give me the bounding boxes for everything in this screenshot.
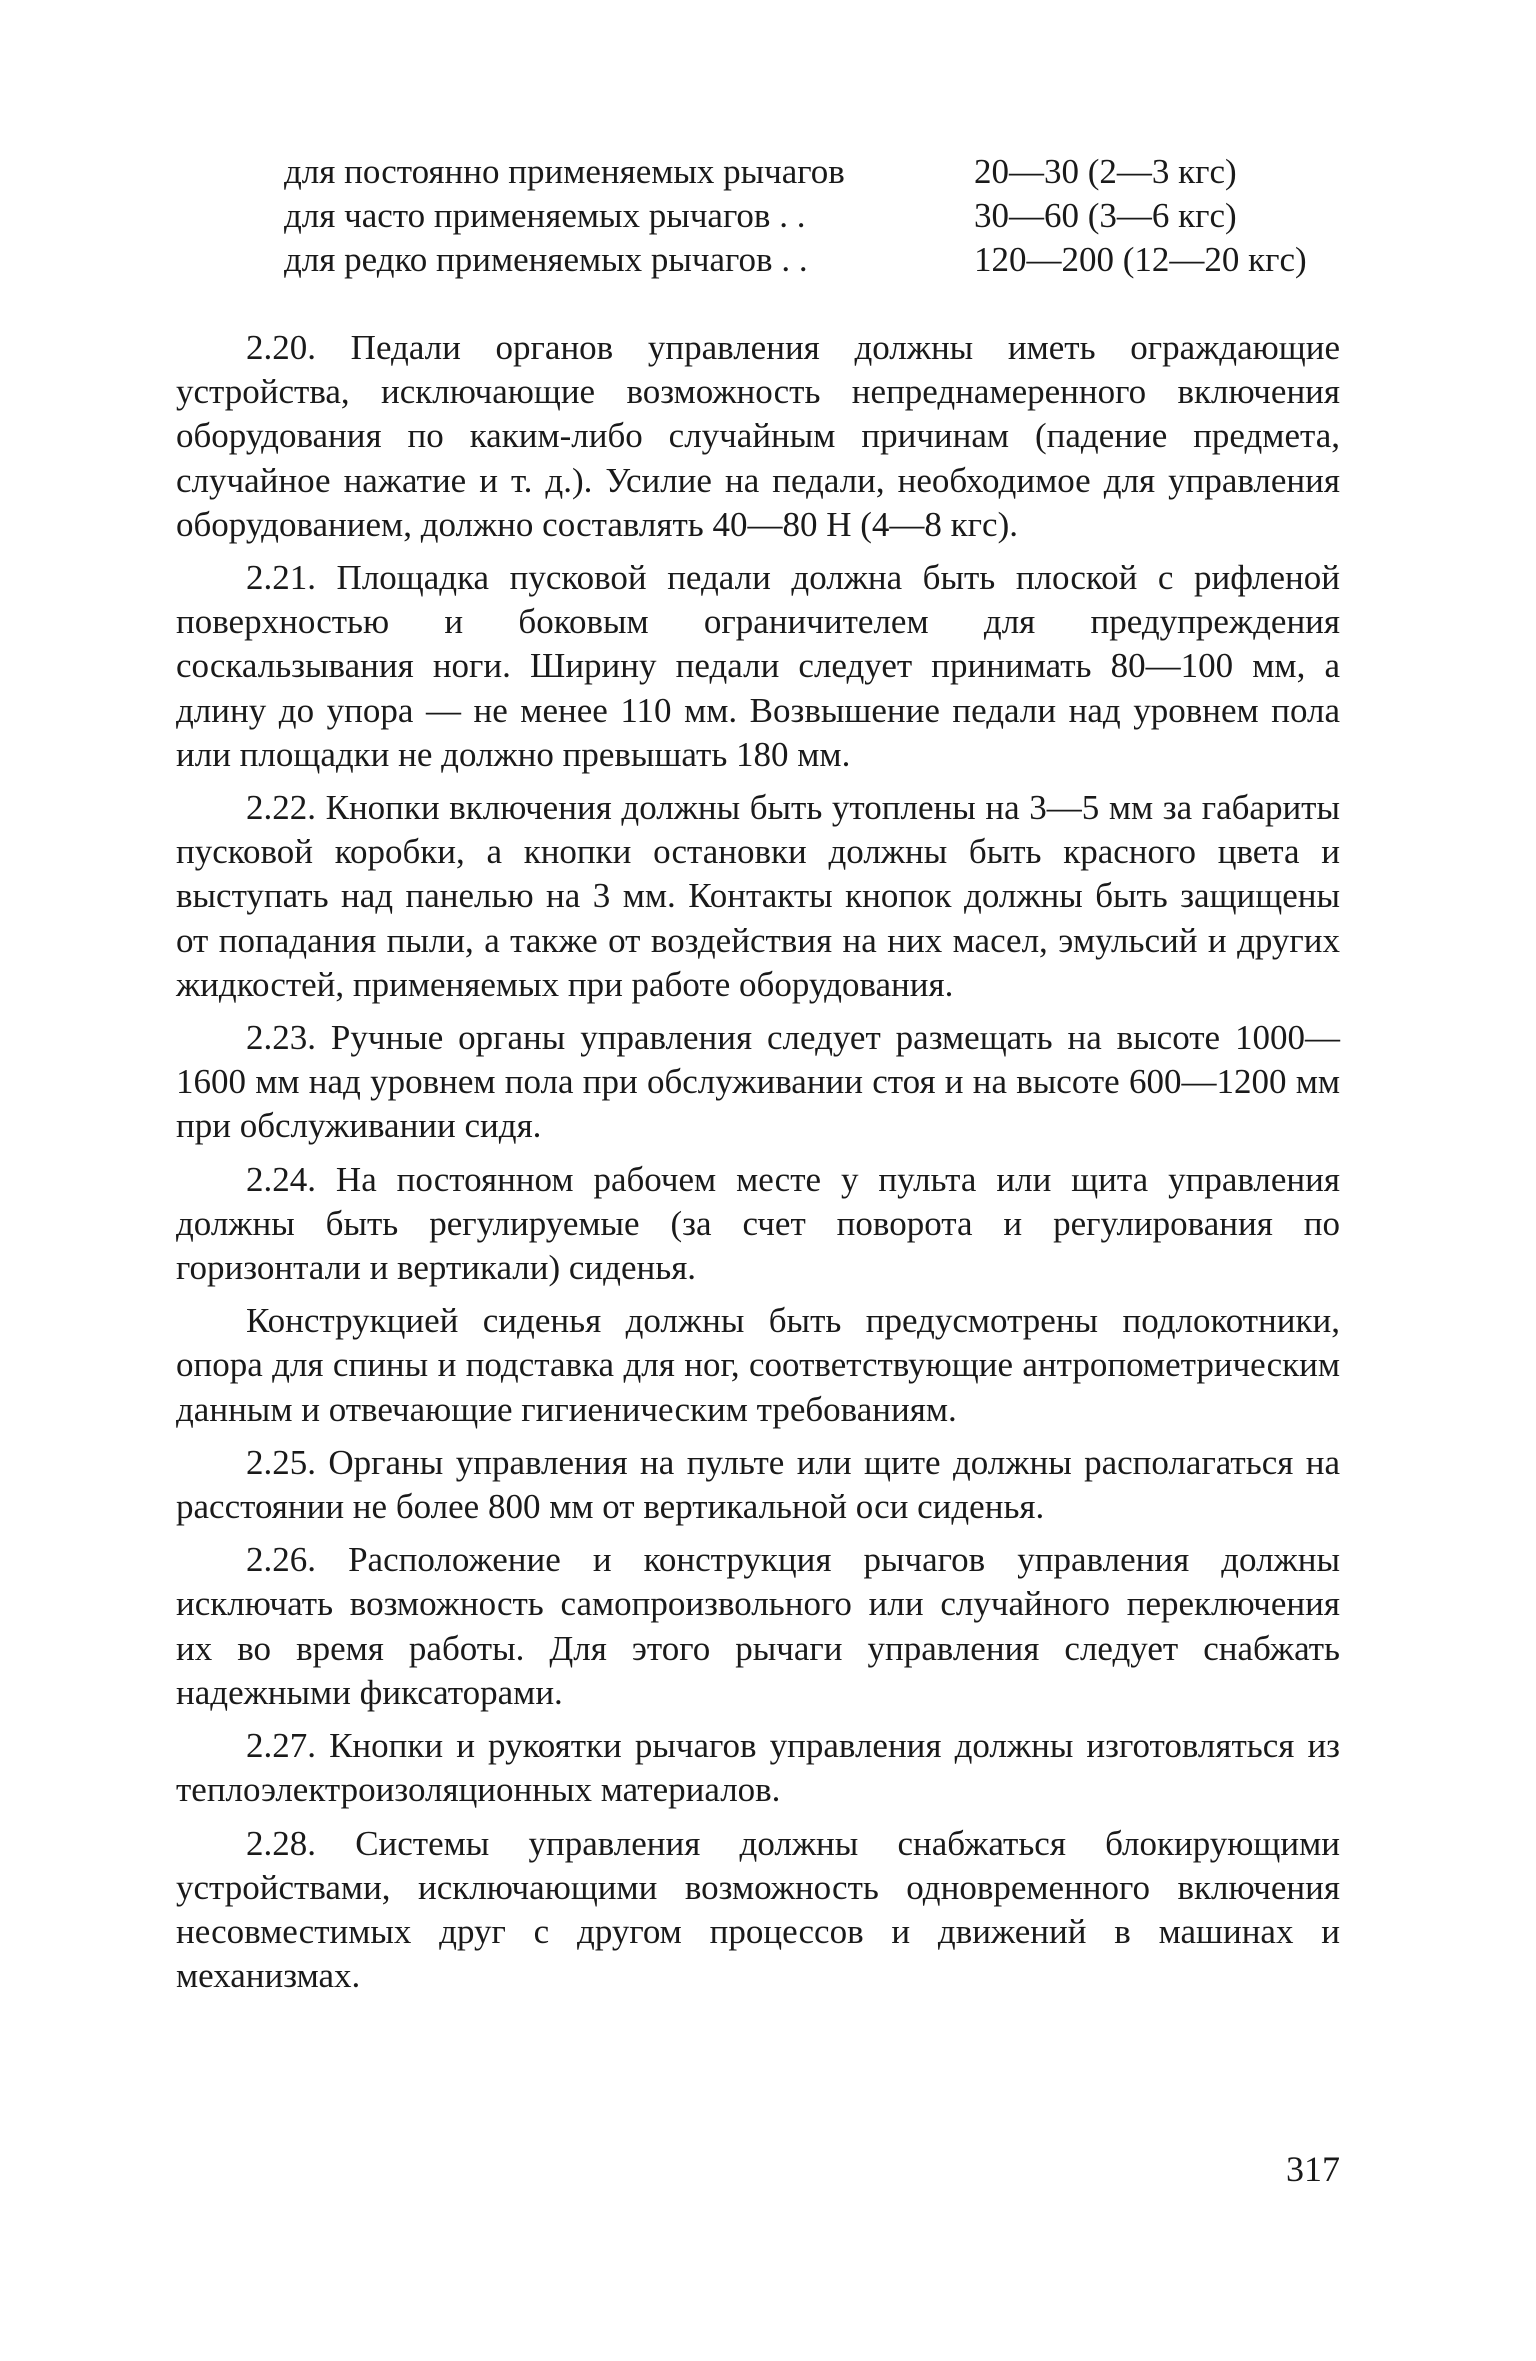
page-number: 317	[1286, 2149, 1340, 2189]
table-row-label: для редко применяемых рычагов . .	[284, 240, 808, 279]
table-row-value: 20—30 (2—3 кгс)	[974, 152, 1237, 191]
table-row	[284, 194, 1344, 238]
paragraph-2-24-seat: Конструкцией сиденья должны быть предусмотрены подлокотники, опора для спины и подставка для ног, соответствующие антропометрическим данным и отвечающие гигиеническим требованиям.	[176, 1301, 1340, 1429]
table-row-label: для часто применяемых рычагов . .	[284, 196, 806, 235]
paragraph-2-25: 2.25. Органы управления на пульте или щите должны располагаться на расстоянии не более 800 мм от вертикальной оси сиденья.	[176, 1442, 1340, 1527]
paragraph-2-27: 2.27. Кнопки и рукоятки рычагов управления должны изготовляться из теплоэлектроизоляционных материалов.	[176, 1726, 1340, 1810]
paragraph-2-28: 2.28. Системы управления должны снабжаться блокирующими устройствами, исключающими возможность одновременного включения несовместимых друг с другом процессов и движений в машинах и механизмах.	[176, 1823, 1340, 1996]
paragraph-2-23: 2.23. Ручные органы управления следует размещать на высоте 1000—1600 мм над уровнем пола при обслуживании стоя и на высоте 600—1200 мм при обслуживании сидя.	[176, 1018, 1340, 1146]
table-row-value: 30—60 (3—6 кгс)	[974, 196, 1237, 235]
body-text	[176, 326, 1340, 2007]
paragraph-2-22: 2.22. Кнопки включения должны быть утоплены на 3—5 мм за габариты пусковой коробки, а кнопки остановки должны быть красного цвета и выступать над панелью на 3 мм. Контакты кнопок должны быть защищены от попадания пыли, а также от воздействия на них масел, эмульсий и других жидкостей, применяемых при работе оборудования.	[176, 788, 1340, 1004]
lever-force-table	[284, 150, 1344, 282]
table-row	[284, 238, 1344, 282]
paragraph-2-20: 2.20. Педали органов управления должны иметь ограждающие устройства, исключающие возможность непреднамеренного включения оборудования по каким-либо случайным причинам (падение предмета, случайное нажатие и т. д.). Усилие на педали, необходимое для управления оборудованием, должно составлять 40—80 Н (4—8 кгс).	[176, 328, 1340, 544]
table-row-value: 120—200 (12—20 кгс)	[974, 240, 1307, 279]
paragraph-2-26: 2.26. Расположение и конструкция рычагов управления должны исключать возможность самопроизвольного или случайного переключения их во время работы. Для этого рычаги управления следует снабжать надежными фиксаторами.	[176, 1540, 1340, 1712]
table-row	[284, 150, 1344, 194]
table-row-label: для постоянно применяемых рычагов	[284, 152, 845, 191]
paragraph-2-21: 2.21. Площадка пусковой педали должна быть плоской с рифленой поверхностью и боковым ограничителем для предупреждения соскальзывания ноги. Ширину педали следует принимать 80—100 мм, а длину до упора — не менее 110 мм. Возвышение педали над уровнем пола или площадки не должно превышать 180 мм.	[176, 558, 1340, 774]
paragraph-2-24: 2.24. На постоянном рабочем месте у пульта или щита управления должны быть регулируемые (за счет поворота и регулирования по горизонтали и вертикали) сиденья.	[176, 1159, 1340, 1288]
